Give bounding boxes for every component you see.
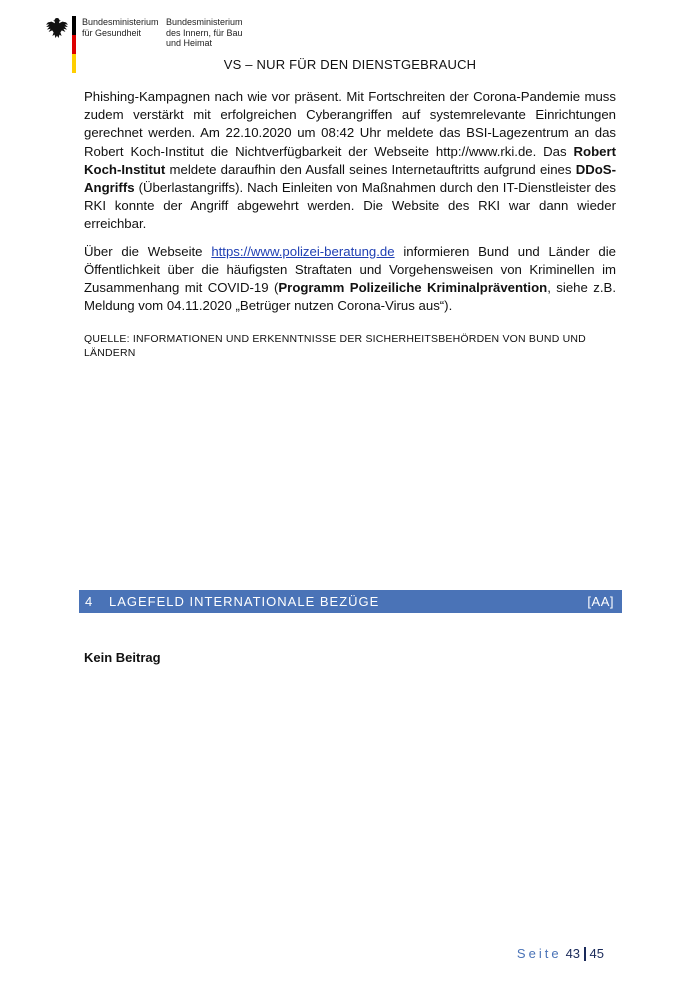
ministry-interior-label: Bundesministerium des Innern, für Bau und Heimat: [166, 17, 243, 48]
federal-eagle-icon: [45, 16, 69, 42]
paragraph-1: [84, 88, 616, 234]
section-number: 4: [85, 594, 94, 609]
section-header: [79, 590, 622, 613]
classification-label: VS – NUR FÜR DEN DIENSTGEBRAUCH: [223, 57, 477, 72]
page-footer: [517, 946, 604, 961]
ddos-bold: DDoS-Angriffs: [84, 161, 616, 196]
source-note: QUELLE: INFORMATIONEN UND ERKENNTNISSE DER SICHERHEITSBEHÖRDEN VON BUND UND LÄNDERN: [84, 333, 586, 359]
paragraph-1-text-b: meldete daraufhin den Ausfall seines Internetauftritts aufgrund eines: [165, 161, 576, 177]
paragraph-2-text-b: informieren Bund und Länder die Öffentlichkeit über die häufigsten Straftaten und Vorgehensweisen von Kriminellen im Zusammenhang mit COVID-19 (: [84, 243, 616, 296]
paragraph-1-text-c: (Überlastangriffs). Nach Einleiten von Maßnahmen durch den IT-Dienstleister des RKI konnte der Angriff abgewehrt werden. Die Website des RKI war dann wieder erreichbar.: [84, 180, 616, 232]
paragraph-2: [84, 243, 616, 316]
paragraph-2-text-c: , siehe z.B. Meldung vom 04.11.2020 „Betrüger nutzen Corona-Virus aus“).: [84, 280, 616, 314]
page-separator: [584, 947, 586, 961]
page-total: 45: [589, 946, 604, 961]
section-tag: [AA]: [587, 594, 614, 609]
body-text: [84, 88, 616, 324]
flag-stripe-black: [72, 16, 76, 35]
paragraph-2-text-a: Über die Webseite: [84, 243, 212, 259]
seite-label: Seite: [516, 946, 562, 961]
page-number: 43: [565, 946, 581, 961]
program-bold: Programm Polizeiliche Kriminalprävention: [278, 280, 548, 296]
section-title: LAGEFELD INTERNATIONALE BEZÜGE: [109, 594, 380, 609]
rki-bold: Robert Koch-Institut: [84, 143, 616, 177]
section-content: Kein Beitrag: [84, 650, 161, 665]
polizei-beratung-link[interactable]: https://www.polizei-beratung.de: [211, 243, 395, 259]
paragraph-1-text-a: Phishing-Kampagnen nach wie vor präsent. Mit Fortschreiten der Corona-Pandemie muss zudem verstärkt mit erfolgreichen Cyberangriffen auf systemrelevante Einrichtungen gerechnet werden. Am 22.10.2020 um 08:42 Uhr meldete das BSI-Lagezentrum an das Robert Koch-Institut die Nichtverfügbarkeit der Webseite http://www.rki.de. Das: [84, 89, 616, 159]
ministry-health-label: Bundesministerium für Gesundheit: [82, 17, 159, 38]
flag-stripe-red: [72, 35, 76, 54]
